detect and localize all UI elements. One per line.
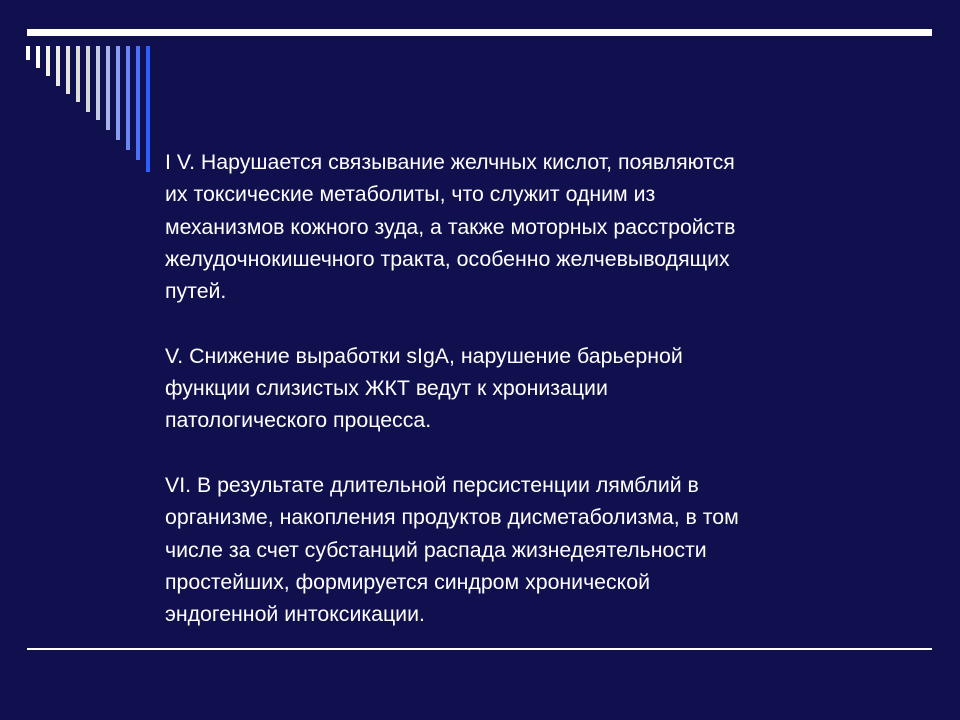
stripe bbox=[46, 46, 50, 76]
stripe bbox=[76, 46, 80, 102]
stripe bbox=[36, 46, 40, 68]
stripe bbox=[146, 46, 150, 172]
stripe bbox=[96, 46, 100, 120]
stripe bbox=[86, 46, 90, 112]
stripe bbox=[106, 46, 110, 130]
stripe bbox=[136, 46, 140, 160]
stripe bbox=[66, 46, 70, 94]
paragraph-vi: VI. В результате длительной персистенции лямблий в организме, накопления продуктов дисметаболизма, в том числе за счет субстанций распада жизнедеятельности простейших, формируется синдром хронической эндогенной интоксикации. bbox=[165, 472, 739, 627]
stripe bbox=[126, 46, 130, 150]
bottom-rule bbox=[27, 648, 932, 650]
stripe bbox=[26, 46, 30, 60]
paragraph-v: V. Снижение выработки sIgA, нарушение барьерной функции слизистых ЖКТ ведут к хронизации патологического процесса. bbox=[165, 343, 683, 433]
slide-text bbox=[165, 146, 905, 630]
paragraph-iv: I V. Нарушается связывание желчных кислот, появляются их токсические метаболиты, что служит одним из механизмов кожного зуда, а также моторных расстройств желудочнокишечного тракта, особенно желчевыводящих путей. bbox=[165, 150, 736, 304]
decorative-stripes bbox=[0, 0, 170, 200]
stripe bbox=[56, 46, 60, 86]
stripe bbox=[116, 46, 120, 140]
